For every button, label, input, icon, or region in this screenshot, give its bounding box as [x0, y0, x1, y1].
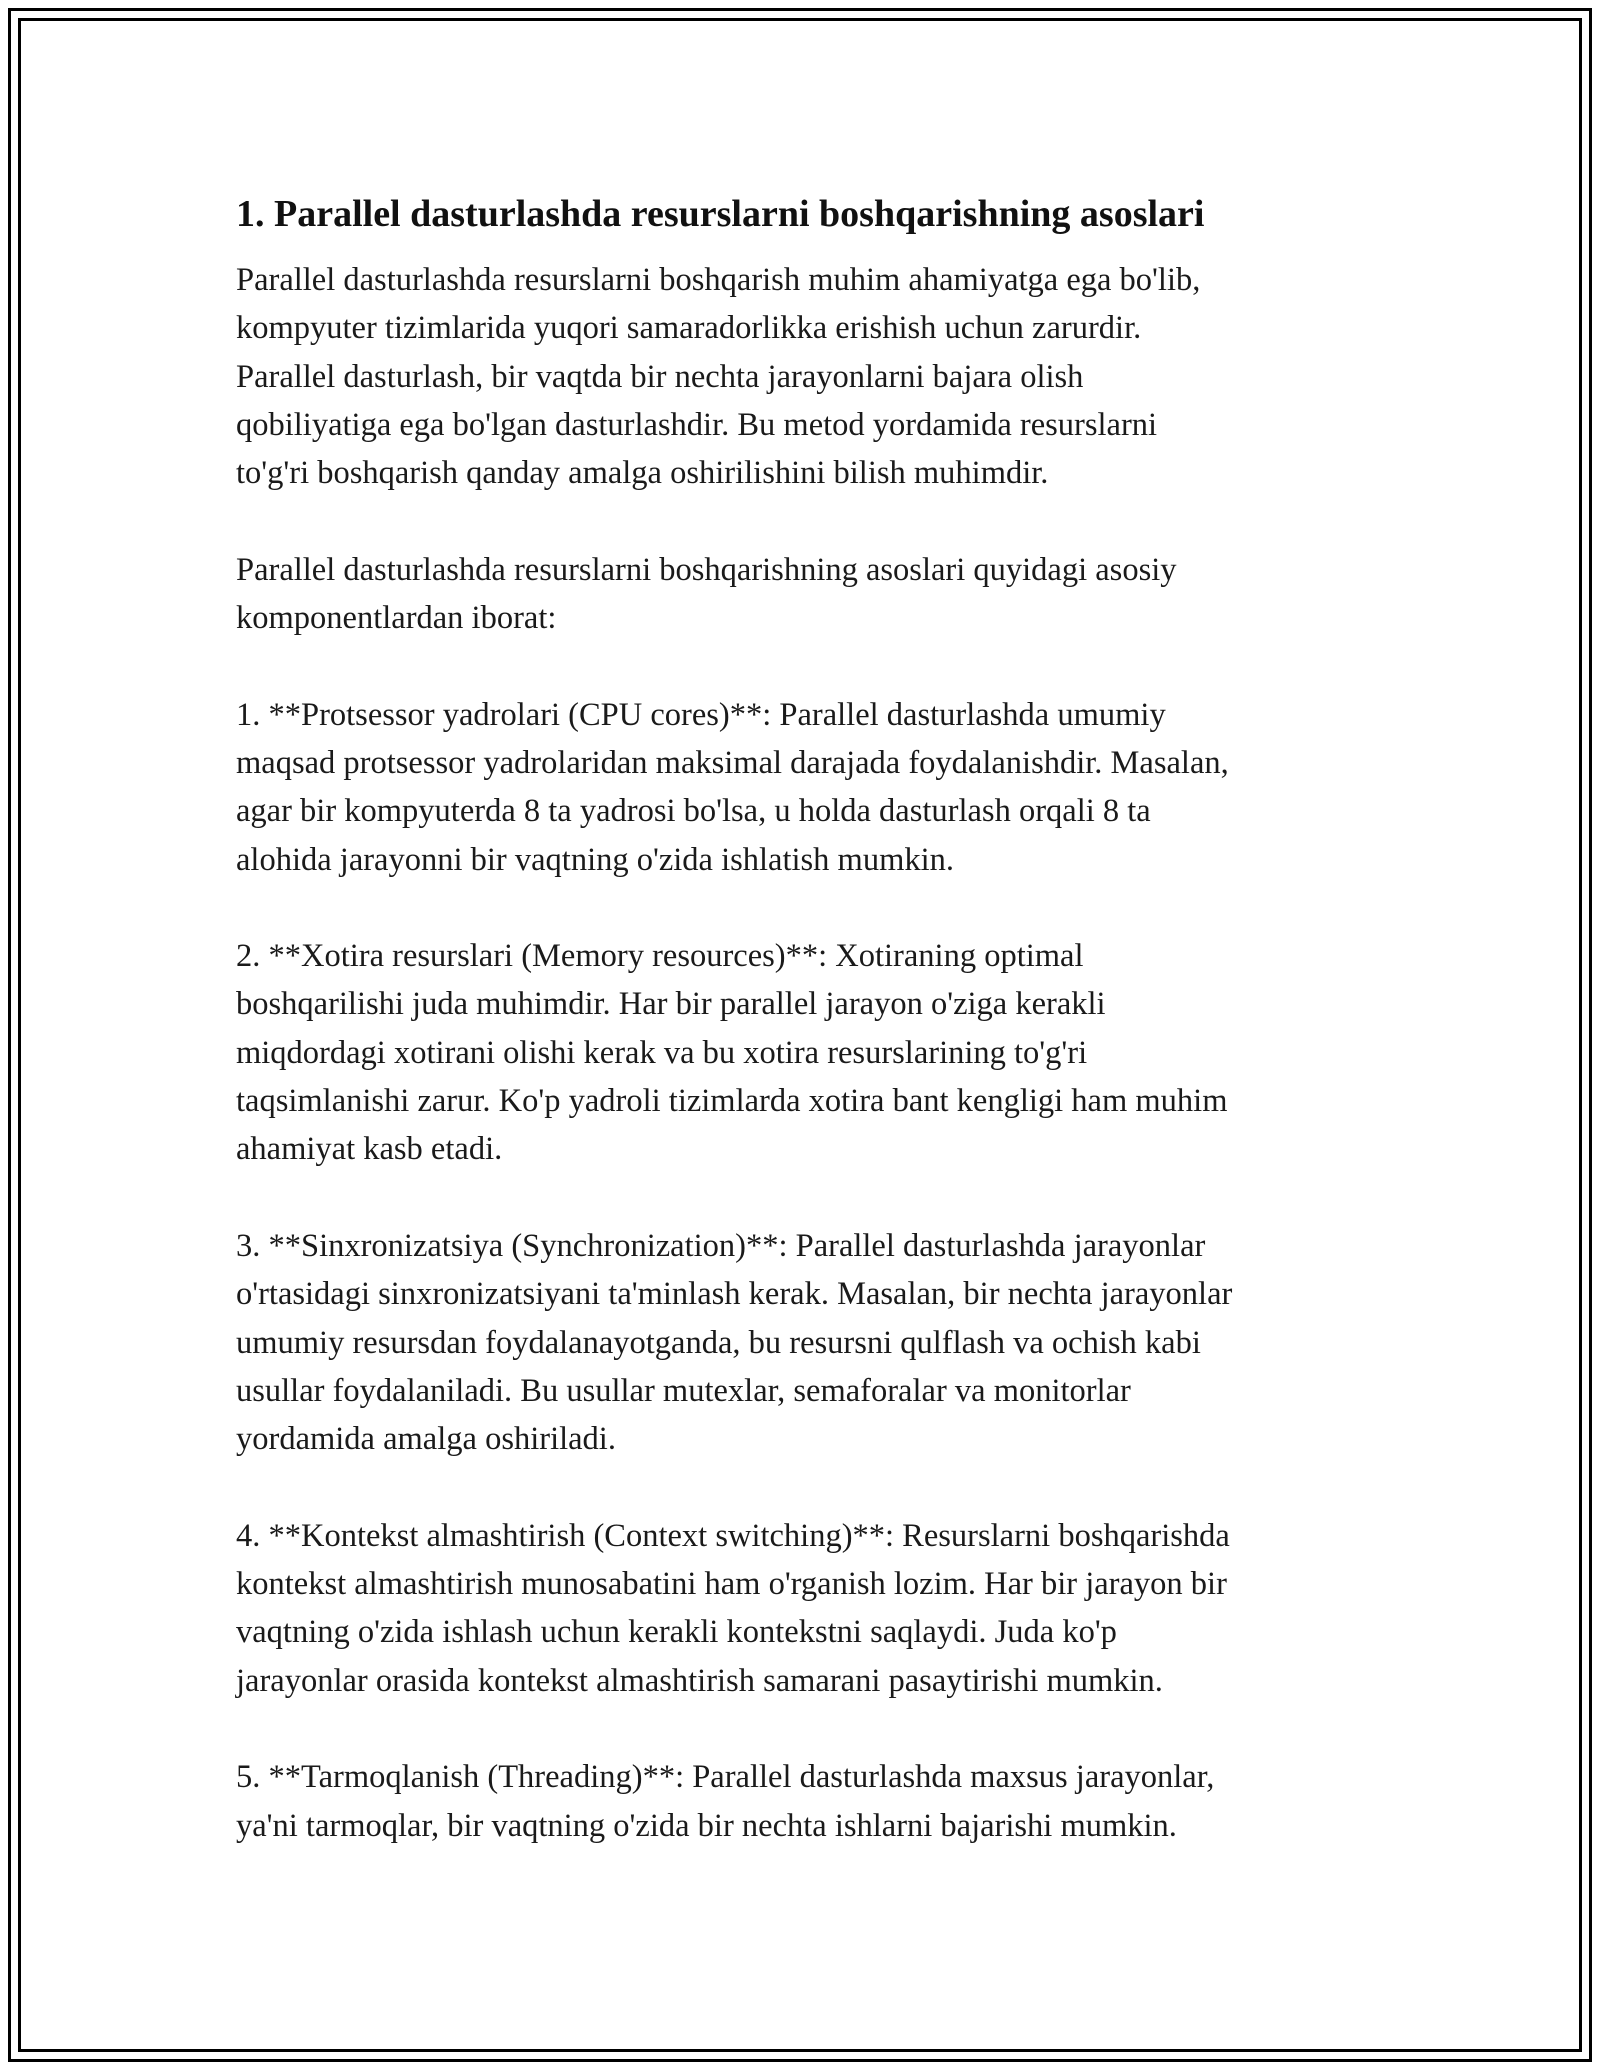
list-item-memory-resources — [236, 932, 1386, 1173]
list-item-context-switching — [236, 1512, 1386, 1705]
text-line: taqsimlanishi zarur. Ko'p yadroli tizimlarda xotira bant kengligi ham muhim — [236, 1083, 1228, 1120]
section-heading: 1. Parallel dasturlashda resurslarni boshqarishning asoslari — [236, 193, 1205, 235]
text-line: kompyuter tizimlarida yuqori samaradorlikka erishish uchun zarurdir. — [236, 310, 1142, 347]
text-line: miqdordagi xotirani olishi kerak va bu xotira resurslarining to'g'ri — [236, 1034, 1088, 1071]
text-line: to'g'ri boshqarish qanday amalga oshirilishini bilish muhimdir. — [236, 455, 1049, 492]
text-line: komponentlardan iborat: — [236, 600, 557, 637]
text-line: 2. **Xotira resurslari (Memory resources)**: Xotiraning optimal — [236, 938, 1084, 975]
text-line: 5. **Tarmoqlanish (Threading)**: Parallel dasturlashda maxsus jarayonlar, — [236, 1759, 1215, 1796]
text-line: agar bir kompyuterda 8 ta yadrosi bo'lsa, u holda dasturlash orqali 8 ta — [236, 793, 1151, 830]
text-line: 3. **Sinxronizatsiya (Synchronization)**: Parallel dasturlashda jarayonlar — [236, 1227, 1206, 1264]
text-line: 1. **Protsessor yadrolari (CPU cores)**: Parallel dasturlashda umumiy — [236, 696, 1166, 733]
text-line: alohida jarayonni bir vaqtning o'zida ishlatish mumkin. — [236, 841, 955, 878]
text-line: Parallel dasturlash, bir vaqtda bir nechta jarayonlarni bajara olish — [236, 358, 1084, 395]
list-item-synchronization — [236, 1222, 1386, 1463]
intro-paragraph — [236, 256, 1386, 497]
text-line: boshqarilishi juda muhimdir. Har bir parallel jarayon o'ziga kerakli — [236, 986, 1106, 1023]
document-content — [236, 186, 1386, 1850]
text-line: yordamida amalga oshiriladi. — [236, 1421, 616, 1458]
text-line: ahamiyat kasb etadi. — [236, 1131, 503, 1168]
text-line: kontekst almashtirish munosabatini ham o'rganish lozim. Har bir jarayon bir — [236, 1566, 1227, 1603]
text-line: o'rtasidagi sinxronizatsiyani ta'minlash kerak. Masalan, bir nechta jarayonlar — [236, 1276, 1233, 1313]
list-item-threading — [236, 1753, 1386, 1850]
text-line: usullar foydalaniladi. Bu usullar mutexlar, semaforalar va monitorlar — [236, 1372, 1131, 1409]
text-line: 4. **Kontekst almashtirish (Context switching)**: Resurslarni boshqarishda — [236, 1517, 1230, 1554]
text-line: maqsad protsessor yadrolaridan maksimal darajada foydalanishdir. Masalan, — [236, 744, 1229, 781]
text-line: jarayonlar orasida kontekst almashtirish samarani pasaytirishi mumkin. — [236, 1662, 1163, 1699]
text-line: vaqtning o'zida ishlash uchun kerakli kontekstni saqlaydi. Juda ko'p — [236, 1614, 1117, 1651]
text-line: Parallel dasturlashda resurslarni boshqarish muhim ahamiyatga ega bo'lib, — [236, 262, 1201, 298]
text-line: umumiy resursdan foydalanayotganda, bu resursni qulflash va ochish kabi — [236, 1324, 1201, 1361]
document-body — [236, 256, 1386, 1850]
components-intro-paragraph — [236, 546, 1386, 643]
text-line: Parallel dasturlashda resurslarni boshqarishning asoslari quyidagi asosiy — [236, 551, 1177, 588]
list-item-cpu-cores — [236, 691, 1386, 884]
text-line: qobiliyatiga ega bo'lgan dasturlashdir. Bu metod yordamida resurslarni — [236, 406, 1158, 443]
text-line: ya'ni tarmoqlar, bir vaqtning o'zida bir nechta ishlarni bajarishi mumkin. — [236, 1807, 1177, 1844]
